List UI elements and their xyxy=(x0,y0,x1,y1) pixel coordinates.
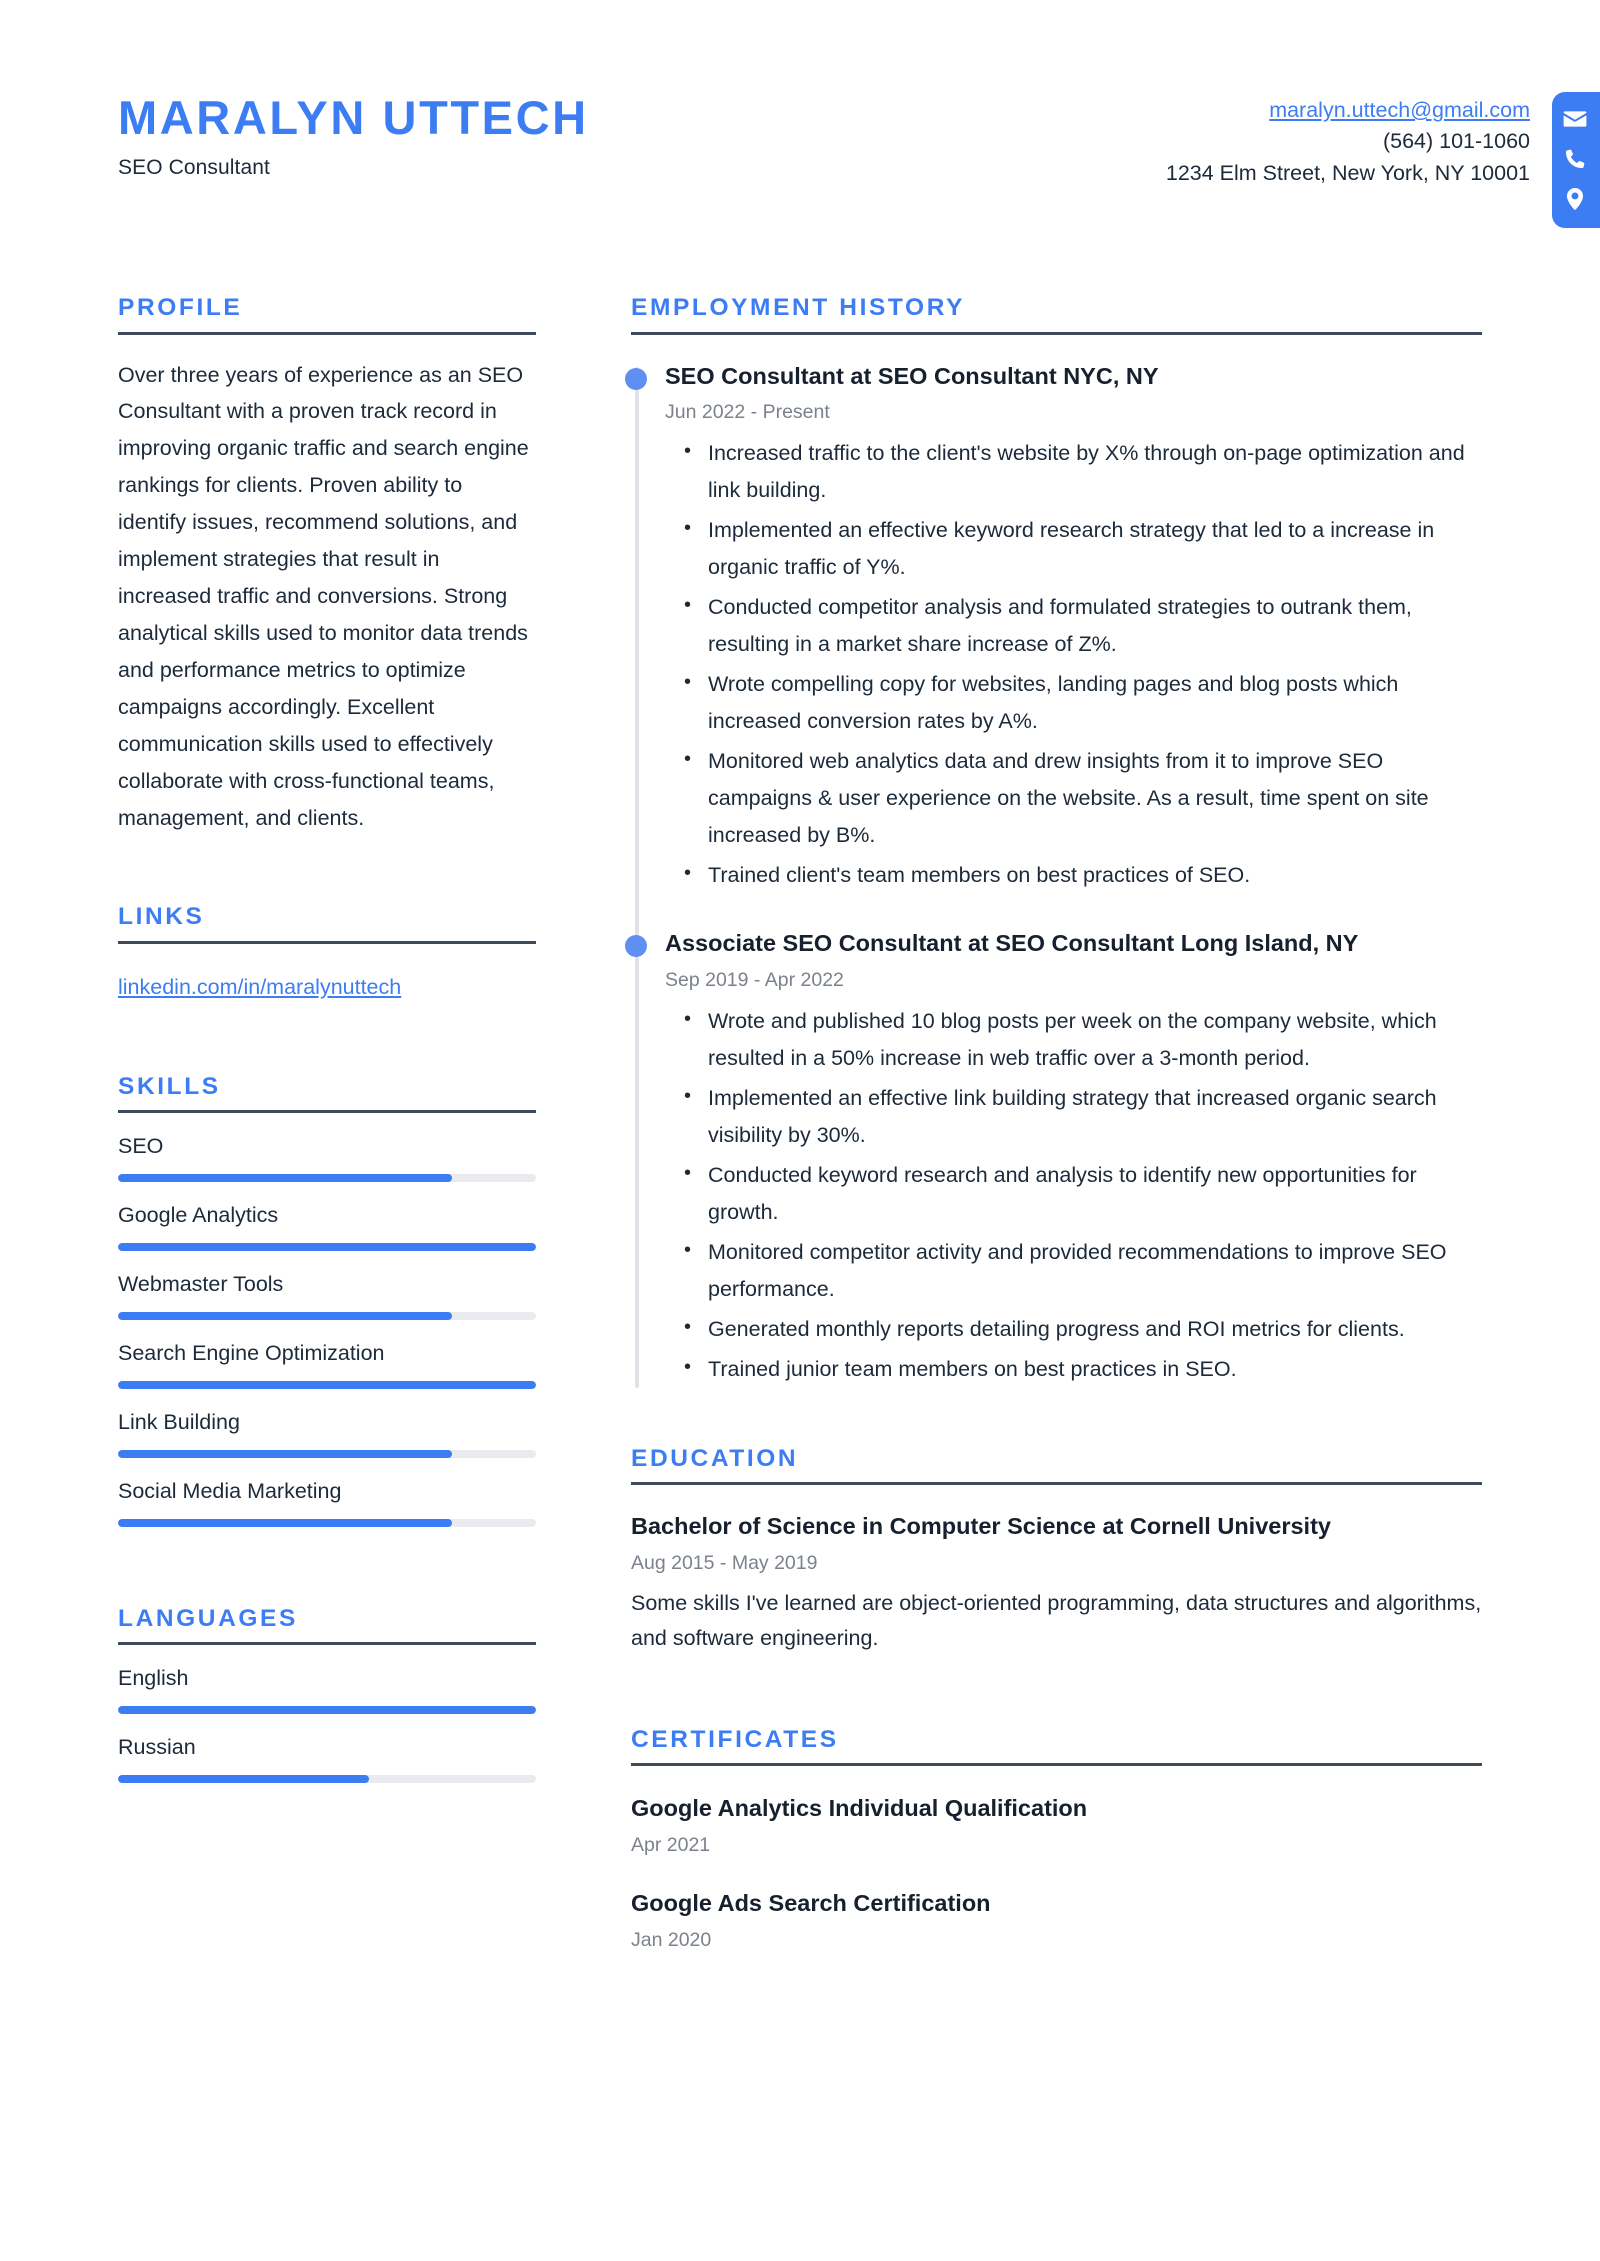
language-label: English xyxy=(118,1666,189,1691)
section-divider xyxy=(118,1110,536,1113)
section-title-profile: PROFILE xyxy=(118,294,243,321)
location-pin-icon xyxy=(1562,186,1588,212)
certificate-entry xyxy=(631,1793,1482,1858)
employment-title: Associate SEO Consultant at SEO Consultant Long Island, NY xyxy=(665,930,1359,957)
duty-item: • Wrote and published 10 blog posts per week on the company website, which resulted in a 50% increase in web traffic over a 3-month period. xyxy=(708,1003,1482,1077)
skill-label: Google Analytics xyxy=(118,1203,279,1228)
language-level-fill xyxy=(118,1775,369,1783)
employment-duties xyxy=(665,435,1482,894)
profile-summary-text: Over three years of experience as an SEO Consultant with a proven track record in improving organic traffic and search engine rankings for clients. Proven ability to identify issues, recommend solutions, and implement strategies that result in increased traffic and conversions. Strong analytical skills used to monitor data trends and performance metrics to optimize campaigns accordingly. Excellent communication skills used to effectively collaborate with cross-functional teams, management, and clients. xyxy=(118,362,529,831)
section-divider xyxy=(118,332,536,335)
duty-item: • Wrote compelling copy for websites, landing pages and blog posts which increased conversion rates by A%. xyxy=(708,666,1482,740)
skill-item xyxy=(118,1340,536,1389)
employment-title: SEO Consultant at SEO Consultant NYC, NY xyxy=(665,362,1159,389)
skill-level-track xyxy=(118,1312,536,1320)
language-level-track xyxy=(118,1706,536,1714)
employment-timeline xyxy=(631,361,1482,1392)
skill-label: Search Engine Optimization xyxy=(118,1341,385,1366)
education-title: Bachelor of Science in Computer Science at Cornell University xyxy=(631,1513,1331,1540)
skill-level-fill xyxy=(118,1312,452,1320)
resume-header xyxy=(118,0,1530,228)
duty-item: • Monitored competitor activity and provided recommendations to improve SEO performance. xyxy=(708,1234,1482,1308)
skill-item xyxy=(118,1478,536,1527)
duty-item: • Trained client's team members on best practices of SEO. xyxy=(708,857,1482,894)
section-title-links: LINKS xyxy=(118,903,205,931)
section-divider xyxy=(631,1482,1482,1485)
certificate-entry xyxy=(631,1888,1482,1953)
section-certificates xyxy=(631,1725,1482,1953)
contact-phone: (564) 101-1060 xyxy=(1382,129,1530,154)
contact-lines xyxy=(1166,92,1552,189)
candidate-name: MARALYN UTTECH xyxy=(118,91,589,144)
skill-level-fill xyxy=(118,1381,536,1389)
employment-date: Sep 2019 - Apr 2022 xyxy=(665,968,844,991)
certificate-date: Apr 2021 xyxy=(631,1833,711,1856)
contact-block xyxy=(1165,78,1530,228)
skill-item xyxy=(118,1271,536,1320)
skill-item xyxy=(118,1409,536,1458)
section-education xyxy=(631,1444,1482,1656)
sidebar-column xyxy=(118,296,536,1783)
section-divider xyxy=(118,1642,536,1645)
envelope-icon xyxy=(1562,106,1588,132)
section-divider xyxy=(631,1763,1482,1766)
skill-level-fill xyxy=(118,1519,452,1527)
education-date: Aug 2015 - May 2019 xyxy=(631,1551,818,1574)
section-title-education: EDUCATION xyxy=(631,1444,799,1472)
skill-level-track xyxy=(118,1450,536,1458)
resume-body xyxy=(118,296,1482,1953)
skill-level-track xyxy=(118,1243,536,1251)
language-item xyxy=(118,1665,536,1714)
contact-icon-bar xyxy=(1552,92,1600,228)
skill-level-fill xyxy=(118,1243,536,1251)
certificate-date: Jan 2020 xyxy=(631,1928,712,1951)
section-title-languages: LANGUAGES xyxy=(118,1604,298,1632)
section-profile xyxy=(118,296,536,837)
section-divider xyxy=(631,332,1482,335)
section-title-employment: EMPLOYMENT HISTORY xyxy=(631,294,966,321)
education-entry xyxy=(631,1511,1482,1656)
candidate-job-title: SEO Consultant xyxy=(118,155,270,179)
links-list xyxy=(118,971,536,1003)
skill-item xyxy=(118,1133,536,1182)
duty-item: • Implemented an effective keyword research strategy that led to a increase in organic traffic of Y%. xyxy=(708,512,1482,586)
skill-label: Social Media Marketing xyxy=(118,1479,342,1504)
skill-level-track xyxy=(118,1174,536,1182)
employment-entry xyxy=(665,928,1482,1392)
duty-item: • Conducted keyword research and analysis to identify new opportunities for growth. xyxy=(708,1157,1482,1231)
timeline-dot-icon xyxy=(625,368,647,390)
skill-level-fill xyxy=(118,1450,452,1458)
certificate-title: Google Analytics Individual Qualification xyxy=(631,1795,1088,1822)
timeline-dot-icon xyxy=(625,935,647,957)
contact-email-link[interactable]: maralyn.uttech@gmail.com xyxy=(1269,98,1530,122)
main-column xyxy=(536,296,1482,1953)
duty-item: • Conducted competitor analysis and formulated strategies to outrank them, resulting in a market share increase of Z%. xyxy=(708,589,1482,663)
skill-label: Webmaster Tools xyxy=(118,1272,284,1297)
duty-item: • Trained junior team members on best practices in SEO. xyxy=(708,1351,1482,1388)
language-level-fill xyxy=(118,1706,536,1714)
link-item[interactable]: linkedin.com/in/maralynuttech xyxy=(118,974,402,999)
contact-address: 1234 Elm Street, New York, NY 10001 xyxy=(1165,160,1530,185)
language-label: Russian xyxy=(118,1735,196,1760)
section-title-skills: SKILLS xyxy=(118,1072,221,1100)
language-level-track xyxy=(118,1775,536,1783)
identity-block xyxy=(118,78,589,180)
education-description: Some skills I've learned are object-oriented programming, data structures and algorithms, and software engineering. xyxy=(631,1590,1482,1650)
skill-level-track xyxy=(118,1519,536,1527)
employment-date: Jun 2022 - Present xyxy=(665,401,830,424)
section-links xyxy=(118,905,536,1003)
phone-icon xyxy=(1562,146,1588,172)
skill-level-fill xyxy=(118,1174,452,1182)
duty-item: • Generated monthly reports detailing progress and ROI metrics for clients. xyxy=(708,1311,1482,1348)
duty-item: • Increased traffic to the client's website by X% through on-page optimization and link building. xyxy=(708,435,1482,509)
section-languages xyxy=(118,1604,536,1783)
duty-item: • Monitored web analytics data and drew insights from it to improve SEO campaigns & user experience on the website. As a result, time spent on site increased by B%. xyxy=(708,743,1482,854)
section-skills xyxy=(118,1072,536,1527)
skill-item xyxy=(118,1202,536,1251)
language-item xyxy=(118,1734,536,1783)
skill-label: Link Building xyxy=(118,1410,240,1435)
contact-email-row xyxy=(1166,95,1530,126)
certificate-title: Google Ads Search Certification xyxy=(631,1890,991,1917)
section-divider xyxy=(118,941,536,944)
employment-duties xyxy=(665,1003,1482,1388)
section-employment-history xyxy=(631,296,1482,1392)
duty-item: • Implemented an effective link building strategy that increased organic search visibility by 30%. xyxy=(708,1080,1482,1154)
skill-level-track xyxy=(118,1381,536,1389)
section-title-certificates: CERTIFICATES xyxy=(631,1725,839,1753)
employment-entry xyxy=(665,361,1482,899)
skill-label: SEO xyxy=(118,1134,164,1159)
